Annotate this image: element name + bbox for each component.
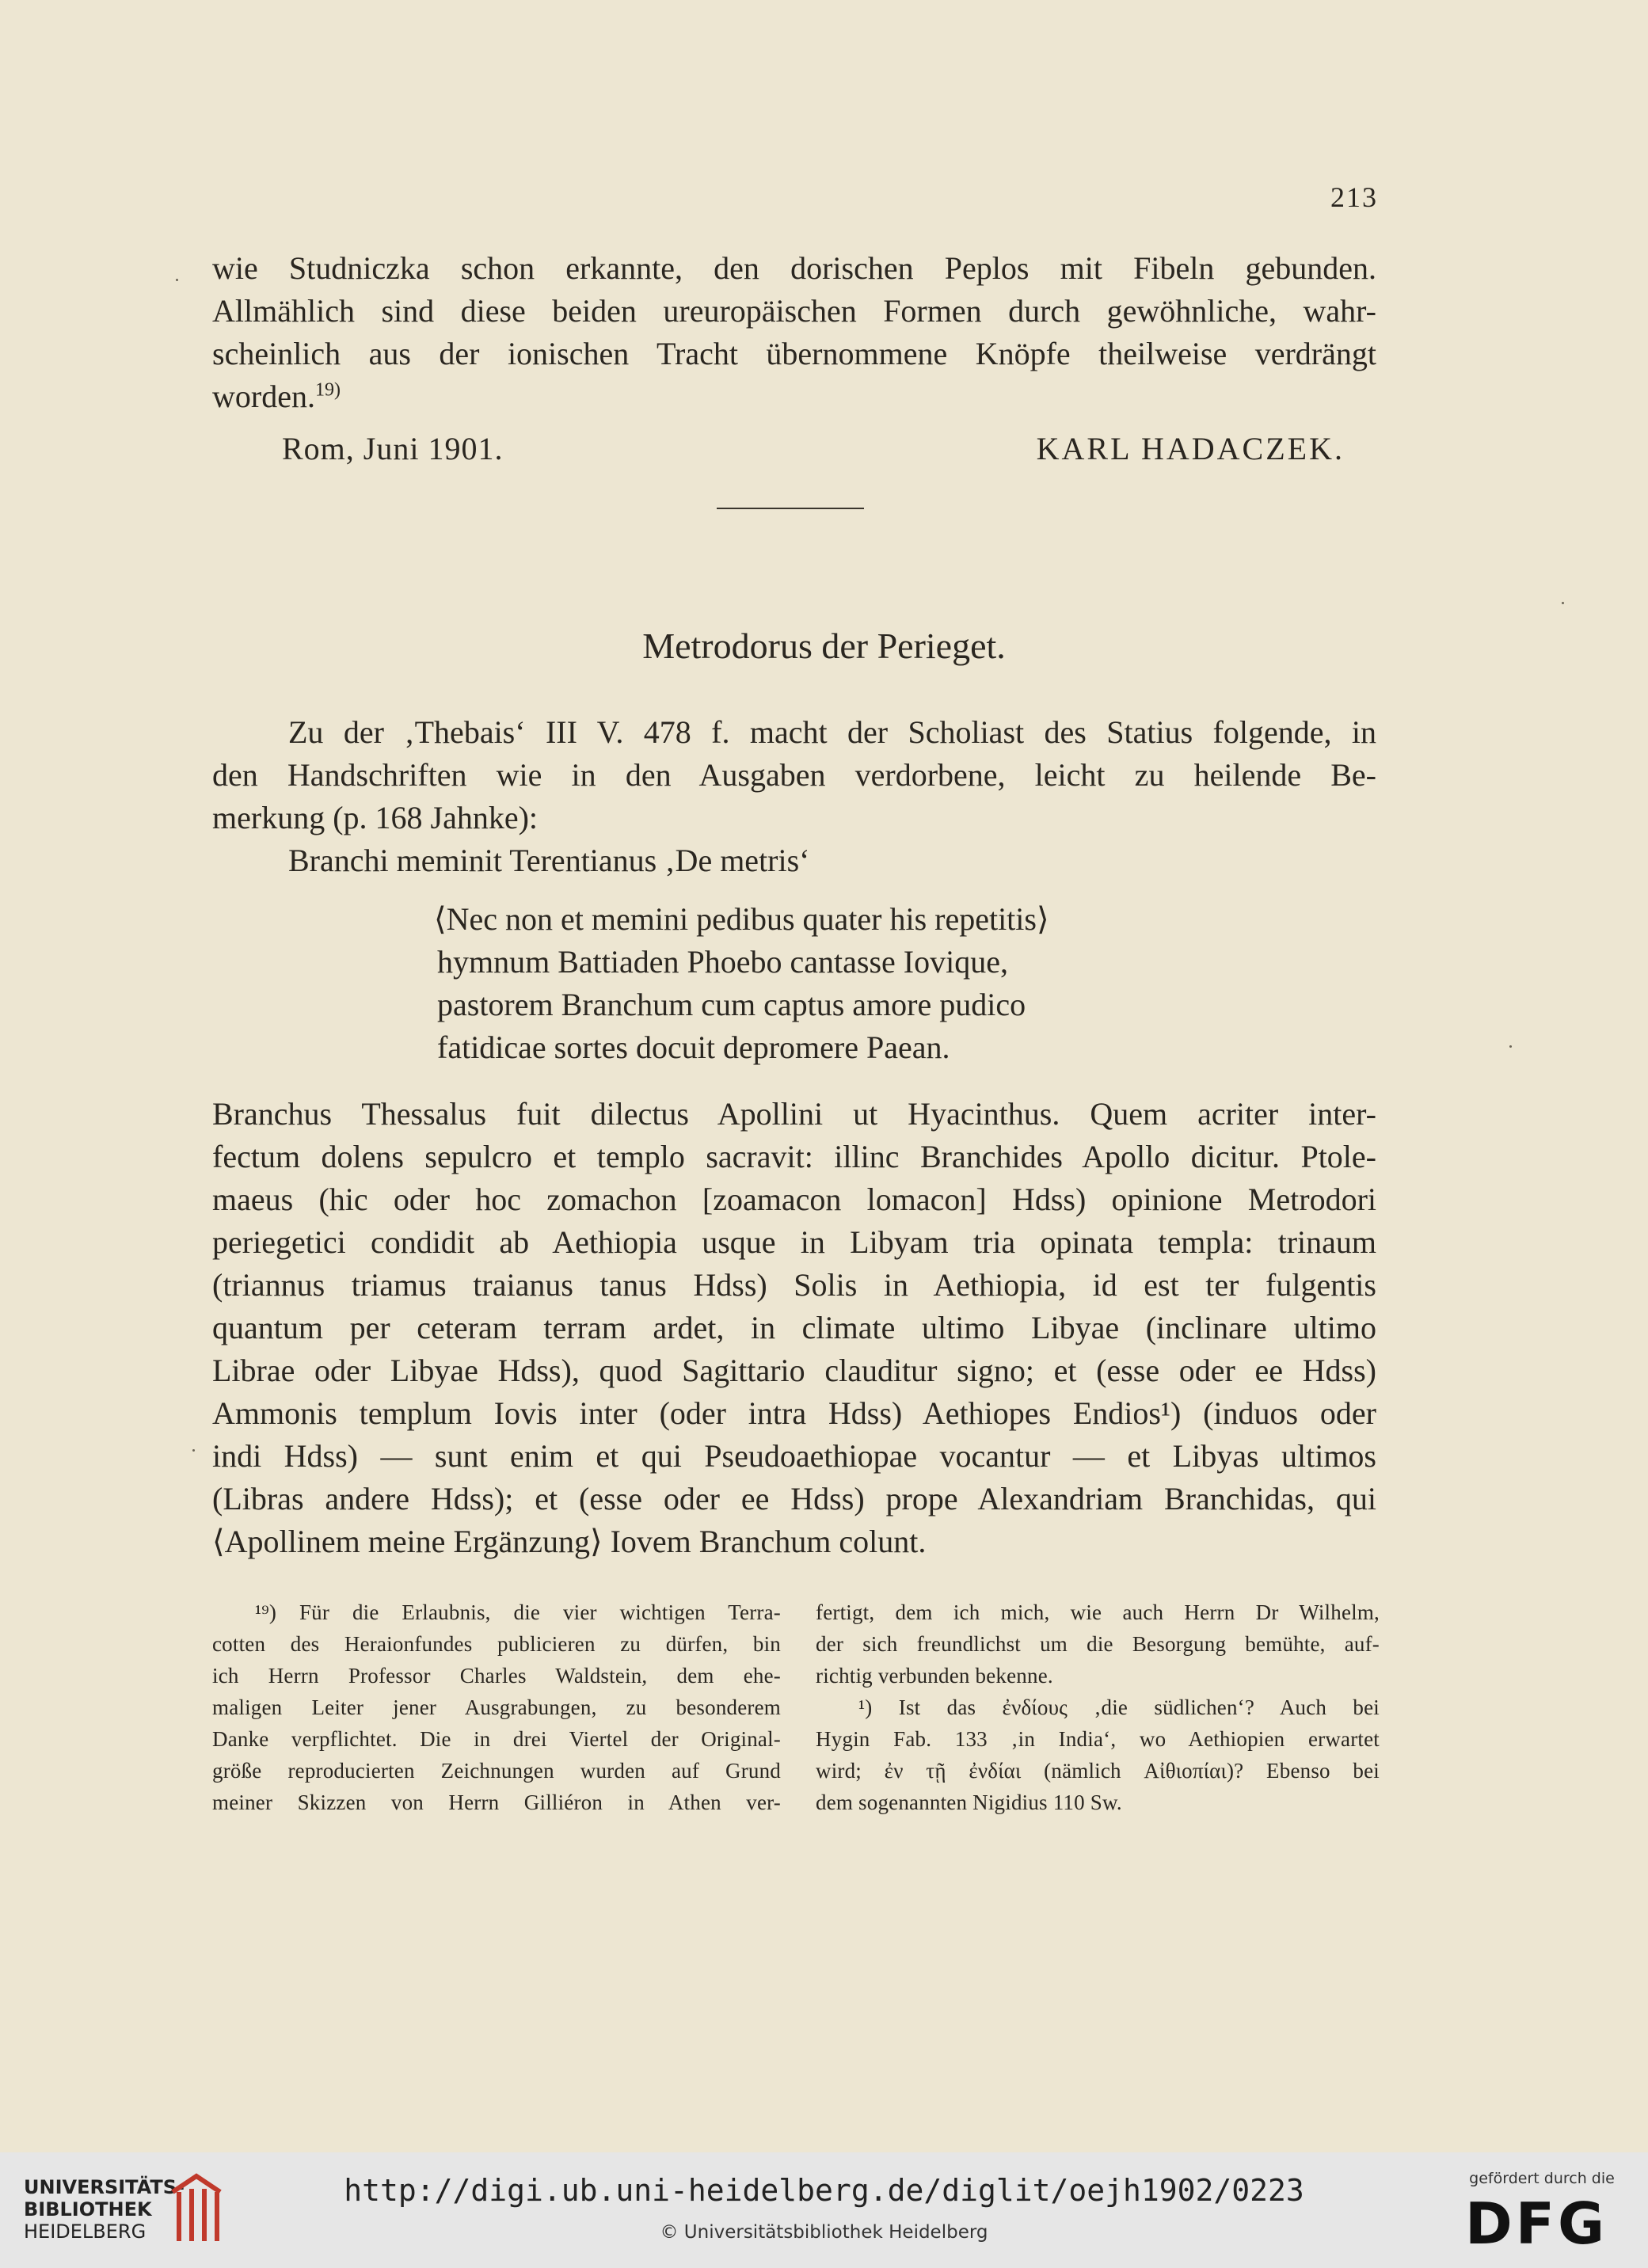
- footnotes-left-column: [212, 1596, 781, 1818]
- text-line: worden.$^{19)}$: [212, 379, 341, 414]
- section-divider: [717, 508, 864, 509]
- text-line: Zu der ‚Thebais‘ III V. 478 f. macht der Scholiast des Statius folgende, in: [288, 714, 1376, 750]
- footnotes-right-column: [816, 1596, 1380, 1818]
- text-line: periegetici condidit ab Aethiopia usque in Libyam tria opinata templa: trinaum: [212, 1224, 1376, 1260]
- text-line: (Libras andere Hdss); et (esse oder ee Hdss) prope Alexandriam Branchidas, qui: [212, 1481, 1376, 1516]
- text-line: quantum per ceteram terram ardet, in climate ultimo Libyae (inclinare ultimo: [212, 1310, 1376, 1345]
- scan-speck: [1562, 602, 1564, 604]
- footnote-line: größe reproducierten Zeichnungen wurden auf Grund: [212, 1759, 781, 1783]
- text-line: wie Studniczka schon erkannte, den dorischen Peplos mit Fibeln gebunden.: [212, 250, 1376, 286]
- text-line: (triannus triamus traianus tanus Hdss) Solis in Aethiopia, id est ter fulgentis: [212, 1267, 1376, 1303]
- footnote-line: ich Herrn Professor Charles Waldstein, dem ehe-: [212, 1664, 781, 1688]
- text-line: indi Hdss) — sunt enim et qui Pseudoaethiopae vocantur — et Libyas ultimos: [212, 1438, 1376, 1474]
- verse-line: ⟨Nec non et memini pedibus quater his repetitis⟩: [434, 901, 1049, 937]
- signature-place-date: Rom, Juni 1901.: [282, 431, 504, 466]
- footnote-line: cotten des Heraionfundes publicieren zu dürfen, bin: [212, 1632, 781, 1656]
- text-line: den Handschriften wie in den Ausgaben verdorbene, leicht zu heilende Be-: [212, 757, 1376, 793]
- text-line: fectum dolens sepulcro et templo sacravit: illinc Branchides Apollo dicitur. Ptole-: [212, 1139, 1376, 1174]
- text-line: scheinlich aus der ionischen Tracht übernommene Knöpfe theilweise verdrängt: [212, 336, 1376, 371]
- verse-line: pastorem Branchum cum captus amore pudico: [437, 987, 1026, 1022]
- footnote-line: Danke verpflichtet. Die in drei Viertel der Original-: [212, 1727, 781, 1751]
- copyright-notice: © Universitätsbibliothek Heidelberg: [660, 2222, 988, 2243]
- text-line: Branchus Thessalus fuit dilectus Apollini ut Hyacinthus. Quem acriter inter-: [212, 1096, 1376, 1132]
- verse-line: hymnum Battiaden Phoebo cantasse Iovique,: [437, 944, 1008, 980]
- verse-quotation: [434, 898, 1049, 1069]
- signature-author: KARL HADACZEK.: [1036, 431, 1345, 466]
- footnote-line: der sich freundlichst um die Besorgung bemühte, auf-: [816, 1632, 1380, 1656]
- footnote-line: richtig verbunden bekenne.: [816, 1664, 1053, 1688]
- footer-bar: [0, 2152, 1648, 2268]
- text-line: Librae oder Libyae Hdss), quod Sagittario clauditur signo; et (esse oder ee Hdss): [212, 1353, 1376, 1388]
- footnote-line: fertigt, dem ich mich, wie auch Herrn Dr Wilhelm,: [816, 1600, 1380, 1624]
- text-line: Allmählich sind diese beiden ureuropäischen Formen durch gewöhnliche, wahr-: [212, 293, 1376, 329]
- footnote-line: maligen Leiter jener Ausgrabungen, zu besonderem: [212, 1695, 781, 1719]
- verse-line: fatidicae sortes docuit depromere Paean.: [437, 1029, 950, 1065]
- footnote-ref: 19): [314, 379, 341, 401]
- permalink-url[interactable]: http://digi.ub.uni-heidelberg.de/diglit/oejh1902/0223: [344, 2173, 1304, 2208]
- top-paragraph: [212, 247, 1376, 418]
- page-number: 213: [1330, 181, 1378, 213]
- signature-row: [282, 428, 1345, 470]
- footnote-line: dem sogenannten Nigidius 110 Sw.: [816, 1790, 1122, 1814]
- dfg-logo[interactable]: DFG: [1465, 2190, 1608, 2257]
- text-line: merkung (p. 168 Jahnke):: [212, 800, 539, 835]
- footnote-line: ¹) Ist das ἐνδίους ‚die südlichen‘? Auch bei: [858, 1695, 1380, 1719]
- footnote-line: meiner Skizzen von Herrn Gilliéron in Athen ver-: [212, 1790, 781, 1814]
- footnote-line: wird; ἐν τῇ ἐνδίαι (nämlich Αἰθιοπίαι)? Ebenso bei: [816, 1759, 1380, 1783]
- main-paragraph: [212, 1093, 1376, 1563]
- scan-speck: [176, 279, 178, 281]
- text-line: ⟨Apollinem meine Ergänzung⟩ Iovem Branchum colunt.: [212, 1524, 927, 1559]
- library-logo-text[interactable]: UNIVERSITÄTS- BIBLIOTHEK HEIDELBERG: [24, 2176, 185, 2243]
- scan-speck: [1509, 1045, 1512, 1048]
- article-title: Metrodorus der Perieget.: [642, 626, 1006, 666]
- funding-note: gefördert durch die: [1469, 2170, 1615, 2187]
- text-line: Ammonis templum Iovis inter (oder intra Hdss) Aethiopes Endios¹) (induos oder: [212, 1395, 1376, 1431]
- text-line: maeus (hic oder hoc zomachon [zoamacon lomacon] Hdss) opinione Metrodori: [212, 1182, 1376, 1217]
- footnote-line: Hygin Fab. 133 ‚in India‘, wo Aethiopien erwartet: [816, 1727, 1380, 1751]
- footnote-line: ¹⁹) Für die Erlaubnis, die vier wichtigen Terra-: [255, 1600, 781, 1624]
- intro-paragraph: [212, 711, 1376, 882]
- quote-intro-line: Branchi meminit Terentianus ‚De metris‘: [288, 843, 810, 878]
- scan-speck: [192, 1449, 195, 1452]
